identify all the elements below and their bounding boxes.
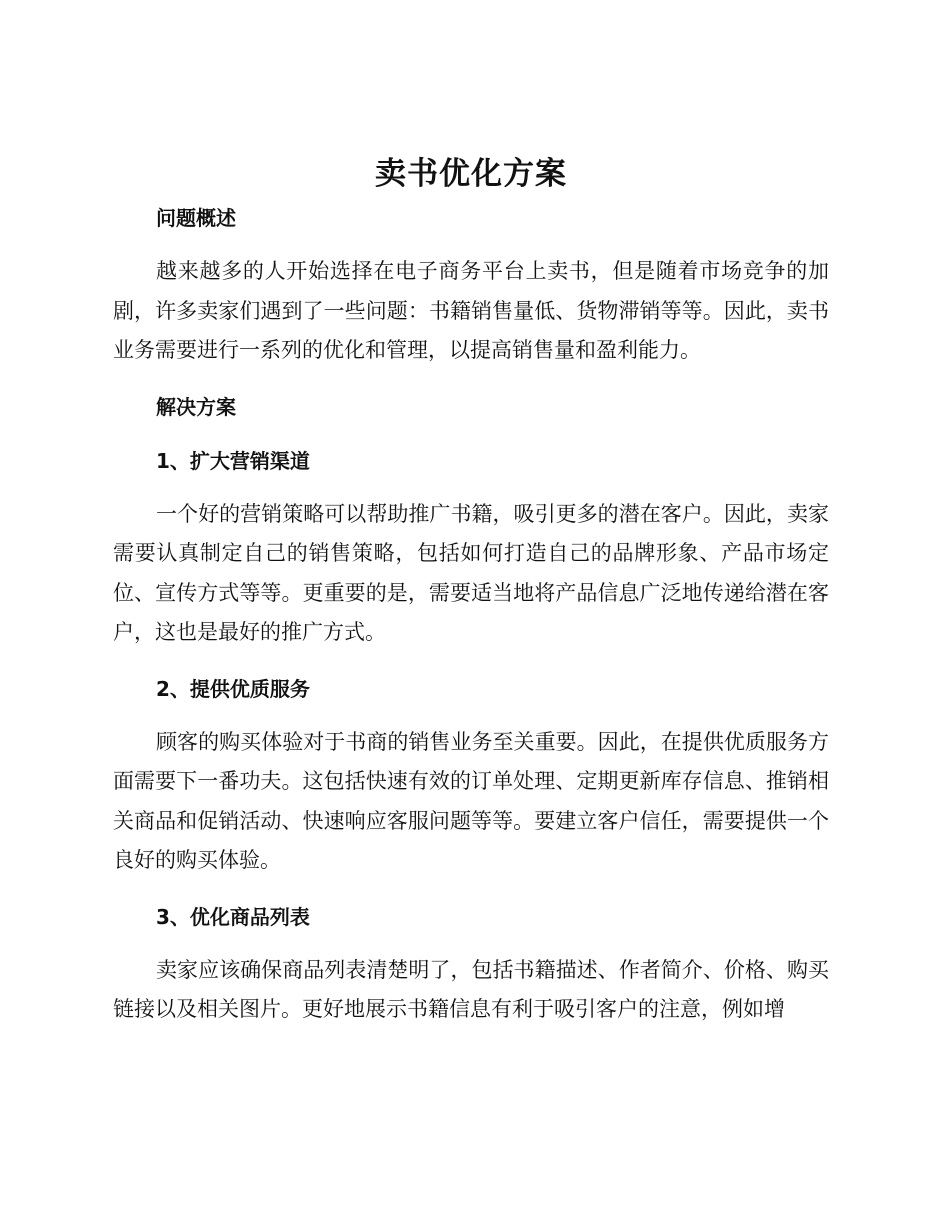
- subheading-product-listing: 3、优化商品列表: [156, 904, 310, 929]
- subheading-marketing-channels: 1、扩大营销渠道: [156, 448, 310, 473]
- section-heading-solution: 解决方案: [156, 394, 236, 419]
- paragraph-product-listing: 卖家应该确保商品列表清楚明了，包括书籍描述、作者简介、价格、购买链接以及相关图片。更好地展示书籍信息有利于吸引客户的注意，例如增: [113, 957, 829, 1021]
- document-title: 卖书优化方案: [375, 156, 567, 192]
- paragraph-quality-service: 顾客的购买体验对于书商的销售业务至关重要。因此，在提供优质服务方面需要下一番功夫。这包括快速有效的订单处理、定期更新库存信息、推销相关商品和促销活动、快速响应客服问题等等。要建立客户信任，需要提供一个良好的购买体验。: [113, 729, 829, 872]
- paragraph-problem: 越来越多的人开始选择在电子商务平台上卖书，但是随着市场竞争的加剧，许多卖家们遇到了一些问题：书籍销售量低、货物滞销等等。因此，卖书业务需要进行一系列的优化和管理，以提高销售量和盈利能力。: [113, 259, 829, 362]
- subheading-quality-service: 2、提供优质服务: [156, 676, 310, 701]
- document-page: [113, 148, 829, 1030]
- section-heading-problem: 问题概述: [156, 206, 236, 230]
- paragraph-marketing-channels: 一个好的营销策略可以帮助推广书籍，吸引更多的潜在客户。因此，卖家需要认真制定自己的销售策略，包括如何打造自己的品牌形象、产品市场定位、宣传方式等等。更重要的是，需要适当地将产品信息广泛地传递给潜在客户，这也是最好的推广方式。: [113, 501, 829, 644]
